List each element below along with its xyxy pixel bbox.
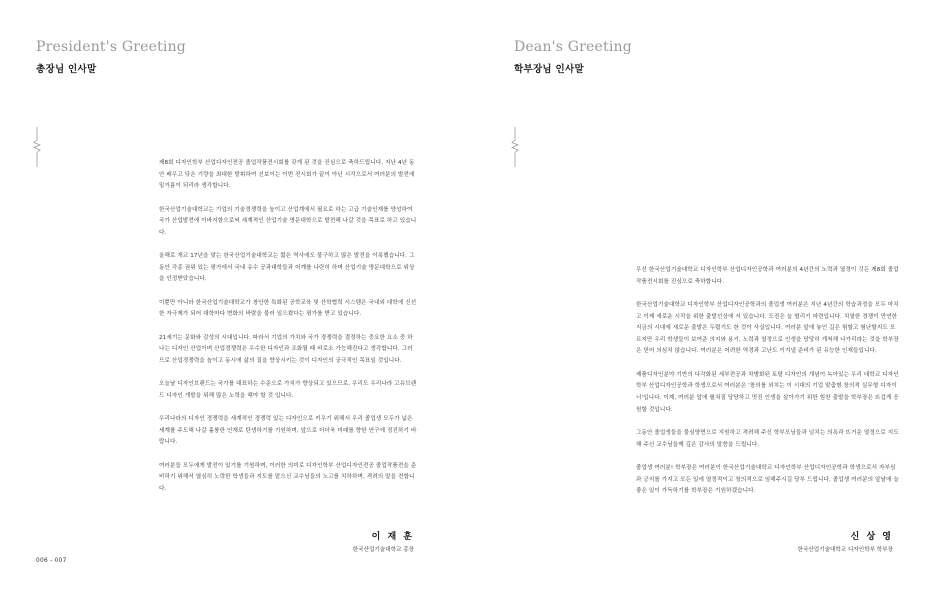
paragraph: 한국산업기술대학교는 기업의 기술경쟁력을 높이고 산업계에서 필요로 하는 고급 기술인재를 양성하여 국가 산업발전에 이바지함으로써 세계적인 산업기술 명문대학으로 발전해 나갈 것을 목표로 하고 있습니다. (159, 206, 417, 236)
dean-greeting-body (636, 265, 900, 509)
dean-greeting-korean-title: 학부장님 인사말 (514, 64, 584, 75)
zigzag-ornament-icon (509, 127, 521, 167)
paragraph: 한국산업기술대학교 디자인학부 산업디자인공학과의 졸업생 여러분은 지난 4년간의 학습과정을 모두 마치고 이제 새로운 시작을 위한 출발선상에 서 있습니다. 도전은 늘 떨리기 마련입니다. 치열한 경쟁이 만연한 지금의 시대에 새로운 출발은 두렵기도 한 것이 사실입니다. 여러분 앞에 놓인 길은 험할고 험난할지도 모르지만 우리 학생들이 보여준 의지와 용기, 노력과 열정으로 인생을 당당히 개척해 나가리라는 것을 학부장은 믿어 의심치 않습니다. 여러분은 어려한 역경과 고난도 이겨낼 준비가 된 유능한 인재들입니다. (636, 301, 899, 355)
president-signature-name: 이 재 훈 (371, 532, 414, 542)
paragraph: 올해로 개교 17년을 맞는 한국산업기술대학교는 짧은 역사에도 불구하고 많은 발전을 이룩했습니다. 그동안 각종 권위 있는 평가에서 국내 유수 공과대학들과 어깨를 나란히 하며 산업기술 명문대학으로 위상을 인정받았습니다. (159, 253, 415, 283)
paragraph: 이뿐만 아니라 한국산업기술대학교가 창안한 특화된 공학교육 및 산학협력 시스템은 국내외 대학에 신선한 자극제가 되어 대학마다 변화의 바람을 불러 일으켰다는 평가를 받고 있습니다. (159, 299, 417, 318)
paragraph: 제품디자인분야 기반의 다각화된 세부전공과 차별화된 토탈 디자인의 개념이 녹아있는 우리 대학교 디자인학부 산업디자인공학과 학생으로서 여러분은 '창의를 외치는 이 시대의 기업 맞춤형 창의적 실무형 디자이너'입니다. 이제, 여러분 앞에 펼쳐질 당당하고 멋진 인생을 살아가기 위한 힘찬 출발을 학부장은 뜨겁게 응원할 것입니다. (636, 371, 899, 413)
paragraph: 제8회 디자인학부 산업디자인전공 졸업작품전시회를 갖게 된 것을 진심으로 축하드립니다. 지난 4년 동안 배우고 닦은 기량을 최대한 발휘하여 선보이는 이번 전시회가 끝이 아닌 시작으로서 여러분의 발전에 밑거름이 되리라 생각합니다. (159, 160, 415, 190)
paragraph: 그동안 졸업생들을 물심양면으로 지원하고 격려해 주신 학부모님들과 넘치는 의욕과 뜨거운 열정으로 지도해 주신 교수님들께 깊은 감사의 말씀을 드립니다. (636, 429, 899, 448)
dean-greeting-title: Dean's Greeting (514, 39, 632, 55)
right-page (465, 0, 930, 600)
president-greeting-korean-title: 총장님 인사말 (36, 64, 97, 75)
dean-signature-affiliation: 한국산업기술대학교 디자인학부 학부장 (797, 547, 893, 553)
paragraph: 여러분들 모두에게 발전이 있기를 기원하며, 이러한 의미로 디자인학부 산업디자인전공 졸업작품전을 준비하기 위해서 열심히 노력한 학생들과 지도를 맡으신 교수님들의 노고를 치하하며, 격려의 말을 전합니다. (159, 462, 417, 493)
paragraph: 21세기는 문화와 감성의 시대입니다. 따라서 기업의 가치와 국가 경쟁력을 결정하는 중요한 요소 중 하나는 디자인 산업이며 산업경쟁력은 우수한 디자인과 조화될 때 비로소 가능해진다고 생각합니다. 그러므로 산업경쟁력을 높이고 동시에 삶의 질을 향상시키는 것이 디자인의 궁극적인 목표일 것입니다. (159, 334, 413, 364)
paragraph: 우선 한국산업기술대학교 디자인학부 산업디자인공학과 여러분의 4년간의 노력과 열정이 깃든 제8회 졸업작품전시회를 진심으로 축하합니다. (636, 267, 899, 285)
president-signature-affiliation: 한국산업기술대학교 총장 (352, 547, 414, 553)
paragraph: 졸업생 여러분! 학부장은 여러분이 한국산업기술대학교 디자인학부 산업디자인공학과 학생으로서 자부심과 긍지를 가지고 모든 일에 열정적이고 창의적으로 임해주시길 당부 드립니다. 졸업생 여러분의 앞날에 늘 좋은 일이 가득하기를 학부장은 기원하겠습니다. (636, 464, 899, 495)
president-greeting-body (159, 158, 417, 507)
zigzag-ornament-icon (31, 127, 43, 167)
page-folio: 006 - 007 (36, 558, 67, 564)
dean-signature-name: 신 상 영 (850, 532, 893, 542)
paragraph: 오늘날 디자인브랜드는 국가를 대표하는 수준으로 가치가 향상되고 있으므로, 우리도 우리나라 고유브랜드 디자인 개발을 위해 많은 노력을 해야 할 것 입니다. (159, 381, 417, 399)
paragraph: 우리나라의 디자인 경쟁력을 세계적인 경쟁력 있는 디자인으로 키우기 위해서 우리 졸업생 모두가 넓은 세계를 주도해 나갈 훌륭한 인재로 탄생하기를 기원하며, 앞으로 더더욱 미래를 향한 연구에 정진하기 바랍니다. (159, 416, 417, 446)
president-greeting-title: President's Greeting (36, 39, 186, 55)
